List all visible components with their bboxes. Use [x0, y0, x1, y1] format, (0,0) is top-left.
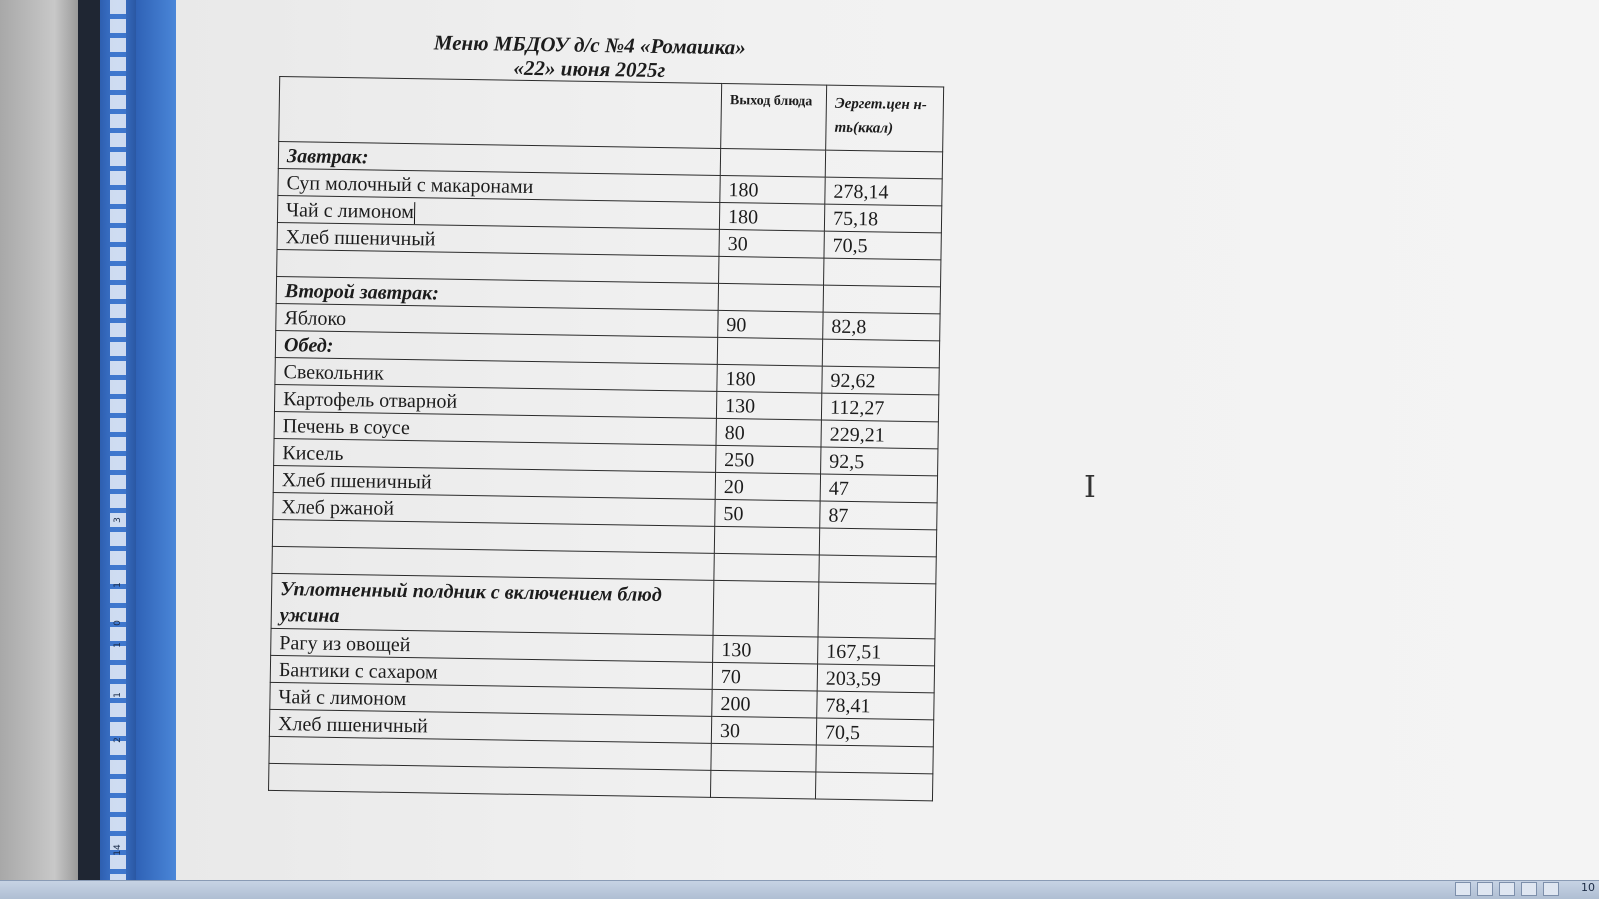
- text-cursor-icon: I: [1084, 470, 1096, 505]
- yield-cell[interactable]: 180: [720, 175, 825, 204]
- yield-cell[interactable]: [714, 553, 819, 582]
- view-mode-buttons: [1455, 882, 1559, 896]
- yield-cell[interactable]: 70: [712, 662, 817, 691]
- kcal-cell[interactable]: [822, 339, 939, 368]
- menu-title: Меню МБДОУ д/с №4 «Ромашка»: [433, 30, 746, 60]
- ruler-mark: 1: [113, 692, 123, 698]
- ruler-mark: 1: [113, 642, 123, 648]
- dish-name: Чай с лимоном: [278, 686, 407, 711]
- dish-name: Кисель: [282, 442, 344, 466]
- header-cell-yield[interactable]: [721, 83, 827, 150]
- meal-heading: Завтрак:: [286, 145, 369, 169]
- yield-cell[interactable]: 200: [712, 689, 817, 718]
- kcal-cell[interactable]: 112,27: [821, 393, 938, 422]
- kcal-cell[interactable]: 78,41: [817, 691, 934, 720]
- kcal-cell[interactable]: 92,62: [822, 366, 939, 395]
- dish-name: Печень в соусе: [282, 415, 411, 440]
- yield-cell[interactable]: 90: [718, 310, 823, 339]
- status-bar: [0, 880, 1599, 899]
- yield-cell[interactable]: 30: [719, 229, 824, 258]
- yield-cell[interactable]: 30: [711, 716, 816, 745]
- meal-heading: Уплотненный полдник с включением блюд ужина: [279, 578, 662, 628]
- yield-cell[interactable]: 130: [716, 391, 821, 420]
- kcal-cell[interactable]: 70,5: [824, 231, 941, 260]
- monitor-bezel: [0, 0, 78, 899]
- yield-cell[interactable]: [710, 770, 815, 799]
- text-caret: [414, 202, 415, 224]
- kcal-cell[interactable]: 278,14: [825, 177, 942, 206]
- kcal-cell[interactable]: [825, 150, 942, 179]
- meal-heading: Второй завтрак:: [284, 280, 440, 305]
- yield-cell[interactable]: [711, 743, 816, 772]
- yield-cell[interactable]: [720, 148, 825, 177]
- window-edge: [78, 0, 100, 899]
- dish-name-cell[interactable]: [271, 573, 714, 635]
- kcal-cell[interactable]: 47: [820, 474, 937, 503]
- ruler-mark: 1: [113, 582, 123, 588]
- yield-cell[interactable]: [714, 526, 819, 555]
- yield-cell[interactable]: 180: [719, 202, 824, 231]
- dish-name: Чай с лимоном: [285, 199, 415, 224]
- web-layout-view-button[interactable]: [1499, 882, 1515, 896]
- draft-view-button[interactable]: [1543, 882, 1559, 896]
- dish-name: Хлеб пшеничный: [281, 469, 432, 494]
- kcal-cell[interactable]: 82,8: [823, 312, 940, 341]
- meal-heading: Обед:: [283, 334, 334, 357]
- dish-name: Хлеб ржаной: [281, 496, 395, 520]
- dish-name: Яблоко: [284, 307, 347, 331]
- ruler-mark: 14: [113, 844, 123, 856]
- ruler-mark: 3: [113, 517, 123, 523]
- kcal-cell[interactable]: [823, 285, 940, 314]
- dish-name: Хлеб пшеничный: [285, 226, 436, 251]
- dish-name: Бантики с сахаром: [278, 659, 438, 684]
- dish-name: Свекольник: [283, 361, 384, 385]
- table-header-row: [279, 77, 944, 152]
- header-energy-label: Эергет.цен н-ть(ккал): [834, 95, 927, 137]
- kcal-cell[interactable]: [815, 772, 932, 801]
- yield-cell[interactable]: 250: [716, 445, 821, 474]
- header-cell-dish[interactable]: [279, 77, 722, 149]
- yield-cell[interactable]: 50: [715, 499, 820, 528]
- outline-view-button[interactable]: [1521, 882, 1537, 896]
- header-yield-label: Выход блюда: [729, 93, 813, 110]
- full-screen-view-button[interactable]: [1477, 882, 1493, 896]
- kcal-cell[interactable]: [824, 258, 941, 287]
- kcal-cell[interactable]: [816, 745, 933, 774]
- vertical-ruler[interactable]: [100, 0, 136, 880]
- ruler-mark: 2: [113, 737, 123, 743]
- print-layout-view-button[interactable]: [1455, 882, 1471, 896]
- dish-name: Суп молочный с макаронами: [286, 172, 534, 198]
- kcal-cell[interactable]: 75,18: [824, 204, 941, 233]
- kcal-cell[interactable]: [818, 582, 936, 639]
- kcal-cell[interactable]: 203,59: [817, 664, 934, 693]
- yield-cell[interactable]: [719, 256, 824, 285]
- kcal-cell[interactable]: 229,21: [821, 420, 938, 449]
- header-cell-energy[interactable]: [826, 85, 944, 152]
- yield-cell[interactable]: [713, 580, 819, 637]
- dish-name: Картофель отварной: [282, 388, 458, 413]
- document-content[interactable]: [268, 28, 960, 802]
- kcal-cell[interactable]: 70,5: [816, 718, 933, 747]
- yield-cell[interactable]: [718, 283, 823, 312]
- kcal-cell[interactable]: 167,51: [818, 637, 935, 666]
- page-margin-area: [136, 0, 176, 880]
- yield-cell[interactable]: [717, 337, 822, 366]
- menu-table[interactable]: [268, 76, 944, 801]
- yield-cell[interactable]: 20: [715, 472, 820, 501]
- kcal-cell[interactable]: 87: [820, 501, 937, 530]
- yield-cell[interactable]: 180: [717, 364, 822, 393]
- kcal-cell[interactable]: [819, 555, 936, 584]
- dish-name: Рагу из овощей: [279, 632, 411, 657]
- zoom-level[interactable]: 10: [1581, 881, 1595, 894]
- kcal-cell[interactable]: [819, 528, 936, 557]
- dish-name: Хлеб пшеничный: [277, 713, 428, 738]
- kcal-cell[interactable]: 92,5: [821, 447, 938, 476]
- yield-cell[interactable]: 80: [716, 418, 821, 447]
- menu-date: «22» июня 2025г: [513, 55, 666, 83]
- yield-cell[interactable]: 130: [713, 635, 818, 664]
- ruler-mark: 0: [113, 620, 123, 626]
